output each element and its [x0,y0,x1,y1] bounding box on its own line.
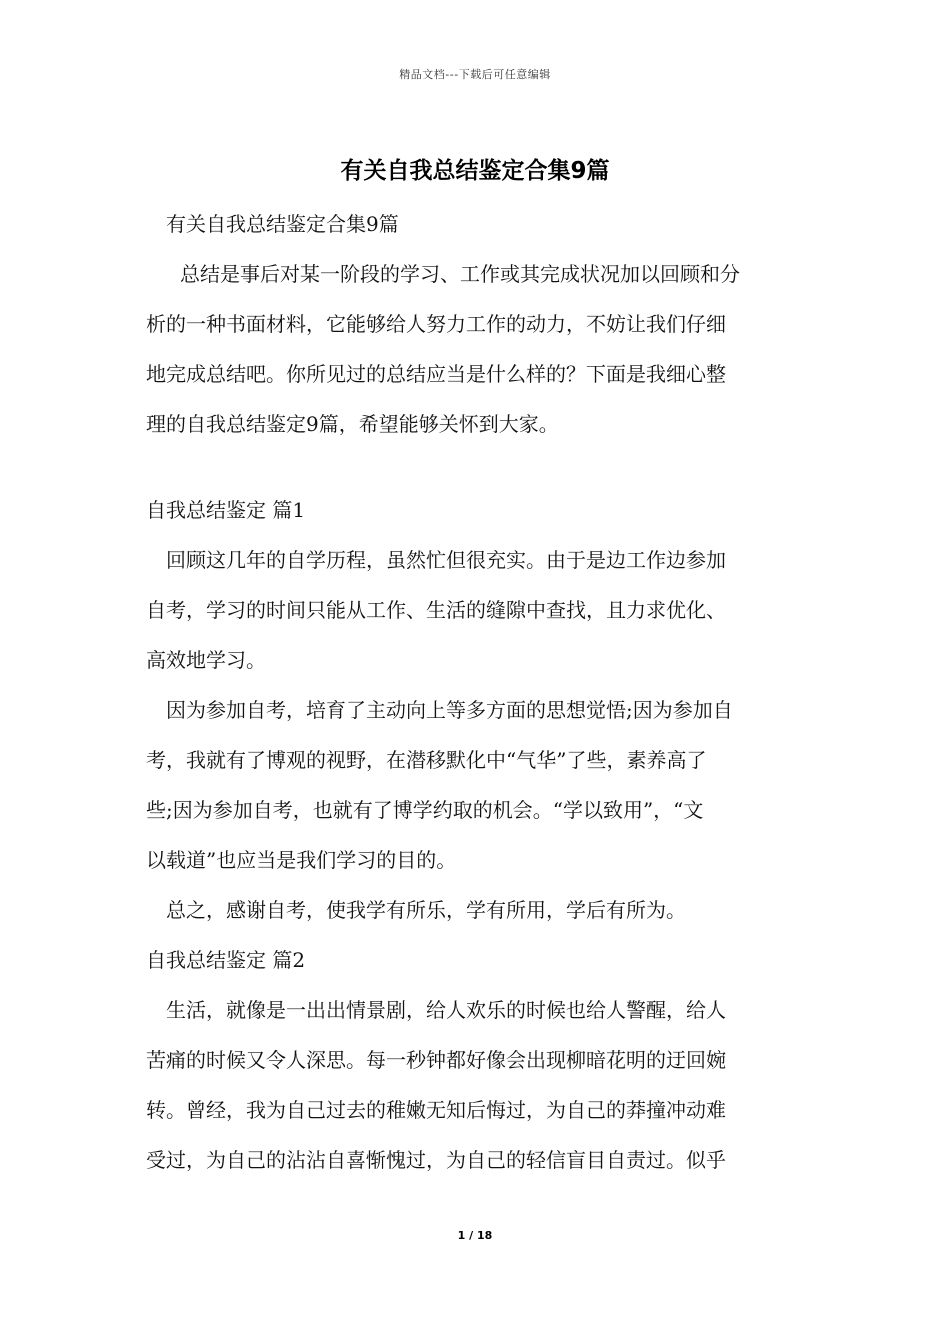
body-paragraph [146,689,806,889]
document-title: 有关自我总结鉴定合集9篇 [340,158,610,184]
document-body [146,203,806,1189]
paragraph-line: 回顾这几年的自学历程，虽然忙但很充实。由于是边工作边参加 [166,548,726,572]
paragraph-line: 析的一种书面材料，它能够给人努力工作的动力，不妨让我们仔细 [146,312,726,336]
body-paragraph [146,989,806,1189]
paragraph-line: 自考，学习的时间只能从工作、生活的缝隙中查找，且力求优化、 [146,598,726,622]
body-paragraph [146,889,806,939]
section-heading: 自我总结鉴定 篇2 [146,948,306,972]
paragraph-line: 生活，就像是一出出情景剧，给人欢乐的时候也给人警醒，给人 [166,998,726,1022]
body-paragraph [146,539,806,689]
paragraph-line: 地完成总结吧。你所见过的总结应当是什么样的？下面是我细心整 [146,362,726,386]
paragraph-line: 以载道”也应当是我们学习的目的。 [146,848,457,872]
paragraph-line: 苦痛的时候又令人深思。每一秒钟都好像会出现柳暗花明的迂回婉 [146,1048,726,1072]
page-header-note: 精品文档---下载后可任意编辑 [399,68,551,81]
paragraph-line: 转。曾经，我为自己过去的稚嫩无知后悔过，为自己的莽撞冲动难 [146,1098,726,1122]
paragraph-line: 些;因为参加自考，也就有了博学约取的机会。“学以致用”，“文 [146,798,704,822]
intro-paragraph [146,253,806,453]
paragraph-line: 考，我就有了博观的视野，在潜移默化中“气华”了些，素养高了 [146,748,707,772]
paragraph-gap [146,453,806,489]
section-heading: 自我总结鉴定 篇1 [146,498,306,522]
paragraph-line: 理的自我总结鉴定9篇，希望能够关怀到大家。 [146,412,559,436]
subtitle-line: 有关自我总结鉴定合集9篇 [166,212,399,236]
paragraph-line: 总结是事后对某一阶段的学习、工作或其完成状况加以回顾和分 [180,262,740,286]
page-number: 1 / 18 [457,1229,493,1242]
paragraph-line: 总之，感谢自考，使我学有所乐，学有所用，学后有所为。 [166,898,686,922]
paragraph-line: 高效地学习。 [146,648,266,672]
paragraph-line: 因为参加自考，培育了主动向上等多方面的思想觉悟;因为参加自 [166,698,733,722]
paragraph-line: 受过，为自己的沾沾自喜惭愧过，为自己的轻信盲目自责过。似乎 [146,1148,726,1172]
